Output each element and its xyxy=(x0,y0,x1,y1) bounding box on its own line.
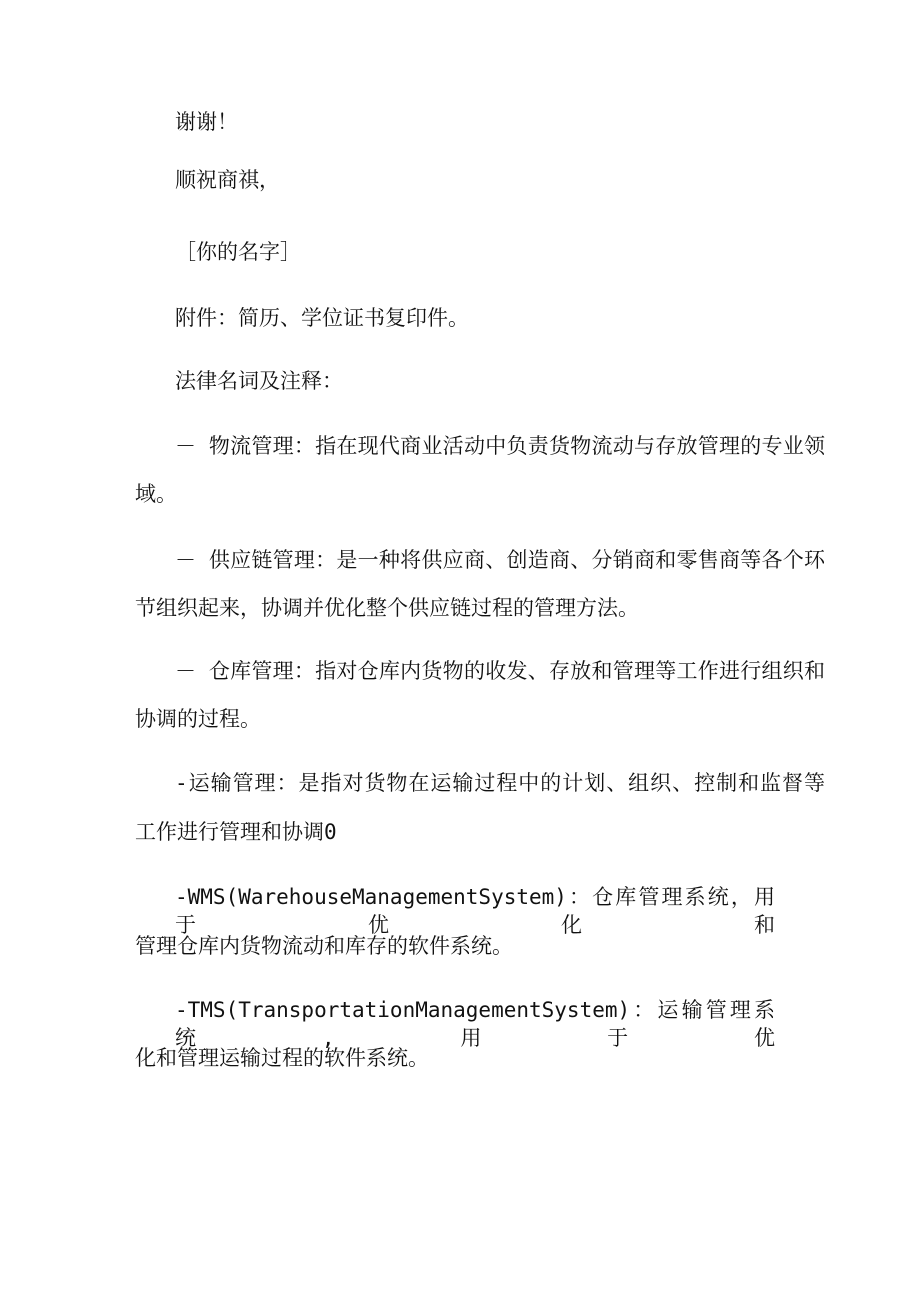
thanks-text: 谢谢！ xyxy=(175,110,238,134)
attachment-text: 附件：简历、学位证书复印件。 xyxy=(175,306,469,330)
closing-text: 顺祝商祺， xyxy=(175,168,280,192)
glossary-item-wms-line2: 管理仓库内货物流动和库存的软件系统。 xyxy=(135,934,513,958)
glossary-item-tms-line1: -TMS(TransportationManagementSystem)：运输管理系统,用于优 xyxy=(175,998,775,1050)
glossary-item-supply-chain-line2: 节组织起来，协调并优化整个供应链过程的管理方法。 xyxy=(135,596,639,620)
glossary-heading: 法律名词及注释： xyxy=(175,369,343,393)
glossary-item-transport-line1: -运输管理：是指对货物在运输过程中的计划、组织、控制和监督等 xyxy=(175,771,825,795)
glossary-item-supply-chain-line1: － 供应链管理：是一种将供应商、创造商、分销商和零售商等各个环 xyxy=(175,548,825,572)
signature-placeholder: ［你的名字］ xyxy=(175,240,301,264)
glossary-item-warehouse-line1: － 仓库管理：指对仓库内货物的收发、存放和管理等工作进行组织和 xyxy=(175,659,825,683)
glossary-item-logistics-line2: 域。 xyxy=(135,482,177,506)
glossary-item-transport-line2: 工作进行管理和协调0 xyxy=(135,820,337,844)
glossary-item-logistics-line1: － 物流管理：指在现代商业活动中负责货物流动与存放管理的专业领 xyxy=(175,434,825,458)
glossary-item-wms-line1: -WMS(WarehouseManagementSystem)：仓库管理系统，用于优化和 xyxy=(175,885,775,937)
glossary-item-tms-line2: 化和管理运输过程的软件系统。 xyxy=(135,1046,429,1070)
glossary-item-warehouse-line2: 协调的过程。 xyxy=(135,707,261,731)
